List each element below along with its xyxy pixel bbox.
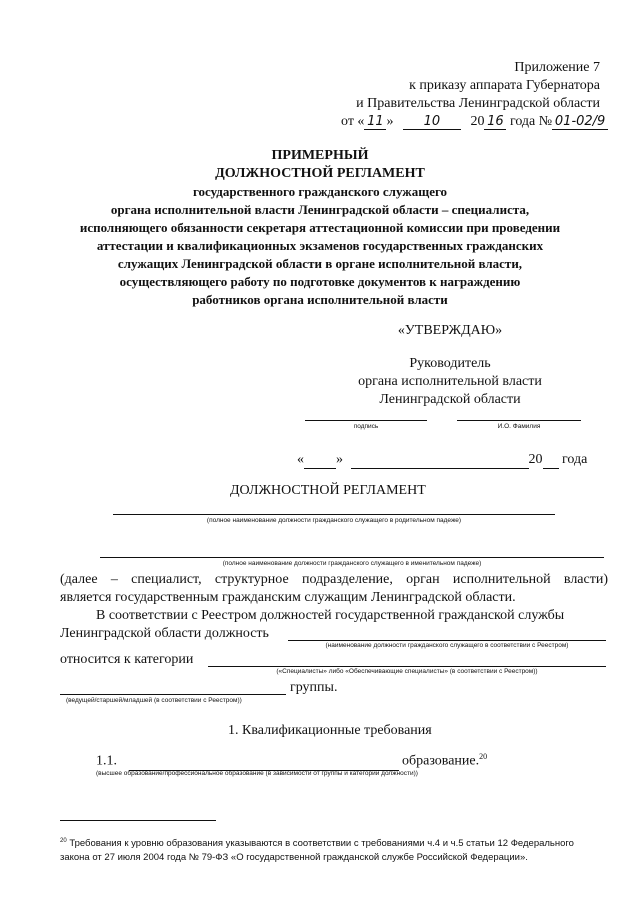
title-line-1: ПРИМЕРНЫЙ xyxy=(271,148,369,163)
paragraph-2-line-1: В соответствии с Реестром должностей государственной гражданской службы xyxy=(96,608,565,623)
item-number: 1.1. xyxy=(96,753,117,769)
paragraph-1-line-1: (далее – специалист, структурное подразделение, орган исполнительной власти) xyxy=(60,572,608,587)
signature-caption: подпись xyxy=(353,423,379,430)
caption-registry: (наименование должности гражданского служащего в соответствии с Реестром) xyxy=(325,642,569,649)
approval-head-2: органа исполнительной власти xyxy=(358,374,542,389)
approval-head-1: Руководитель xyxy=(409,356,491,371)
approval-year-word: года xyxy=(562,452,588,467)
genitive-line xyxy=(113,514,555,515)
approval-date-open: « xyxy=(297,452,304,467)
number-label: года № xyxy=(509,114,553,129)
category-label: относится к категории xyxy=(60,652,194,667)
footnote-line-2: закона от 27 июля 2004 года № 79-ФЗ «О государственной гражданской службе Российской Федерации». xyxy=(60,852,528,863)
paragraph-2-line-2: Ленинградской области должность xyxy=(60,626,269,641)
group-word: группы. xyxy=(290,680,338,695)
title-line-6: аттестации и квалификационных экзаменов государственных гражданских xyxy=(96,238,544,253)
name-line xyxy=(457,420,581,421)
approval-year-prefix: 20 xyxy=(528,452,543,467)
date-day: 11 xyxy=(364,114,386,130)
title-line-5: исполняющего обязанности секретаря аттестационной комиссии при проведении xyxy=(79,220,561,235)
title-line-2: ДОЛЖНОСТНОЙ РЕГЛАМЕНТ xyxy=(215,166,425,181)
item-footnote-ref: 20 xyxy=(479,752,488,761)
title-line-9: работников органа исполнительной власти xyxy=(192,292,448,307)
order-number: 01-02/9 xyxy=(552,114,608,130)
reglament-heading: ДОЛЖНОСТНОЙ РЕГЛАМЕНТ xyxy=(230,483,426,498)
appendix-line-3: и Правительства Ленинградской области xyxy=(356,96,600,111)
footnote-text-1: Требования к уровню образования указываются в соответствии с требованиями ч.4 и ч.5 статьи 12 Федерального xyxy=(66,838,574,850)
caption-group: (ведущей/старшей/младшей (в соответствии с Реестром)) xyxy=(66,697,242,704)
appendix-date-line: от « 11 » 10 20 16 года № 01-02/9 xyxy=(341,114,608,130)
appendix-line-2: к приказу аппарата Губернатора xyxy=(409,78,600,93)
paragraph-1-line-2: является государственным гражданским служащим Ленинградской области. xyxy=(60,590,516,605)
item-word: образование. xyxy=(402,753,480,769)
approval-date-line xyxy=(297,452,587,469)
caption-category: («Специалисты» либо «Обеспечивающие специалисты» (в соответствии с Реестром)) xyxy=(276,668,538,675)
title-line-4: органа исполнительной власти Ленинградской области – специалиста, xyxy=(110,202,530,217)
category-line xyxy=(208,666,606,667)
date-year-prefix: 20 xyxy=(470,114,485,129)
date-year-suffix: 16 xyxy=(484,114,506,130)
approval-heading: «УТВЕРЖДАЮ» xyxy=(397,323,503,338)
section-1-heading: 1. Квалификационные требования xyxy=(228,723,432,738)
title-line-7: служащих Ленинградской области в органе исполнительной власти, xyxy=(117,256,523,271)
footnote-marker: 20 xyxy=(60,838,67,844)
item-1-1 xyxy=(96,752,487,771)
appendix-line-1: Приложение 7 xyxy=(514,60,600,75)
footnote-line-1 xyxy=(60,838,574,849)
signature-line xyxy=(305,420,427,421)
caption-nominative: (полное наименование должности гражданского служащего в именительном падеже) xyxy=(222,560,482,567)
name-caption: И.О. Фамилия xyxy=(497,423,541,430)
footnote-separator xyxy=(60,820,216,821)
caption-education: (высшее образование/профессиональное образование (в зависимости от группы и категории должности)) xyxy=(96,770,418,777)
nominative-line xyxy=(100,557,604,558)
title-line-8: осуществляющего работу по подготовке документов к награждению xyxy=(119,274,521,289)
date-month: 10 xyxy=(403,114,461,130)
registry-line xyxy=(288,640,606,641)
approval-head-3: Ленинградской области xyxy=(379,392,521,407)
date-prefix: от « xyxy=(341,114,365,129)
title-line-3: государственного гражданского служащего xyxy=(192,184,448,199)
caption-genitive: (полное наименование должности гражданского служащего в родительном падеже) xyxy=(206,517,462,524)
approval-date-close: » xyxy=(336,452,343,467)
group-line xyxy=(60,694,286,695)
